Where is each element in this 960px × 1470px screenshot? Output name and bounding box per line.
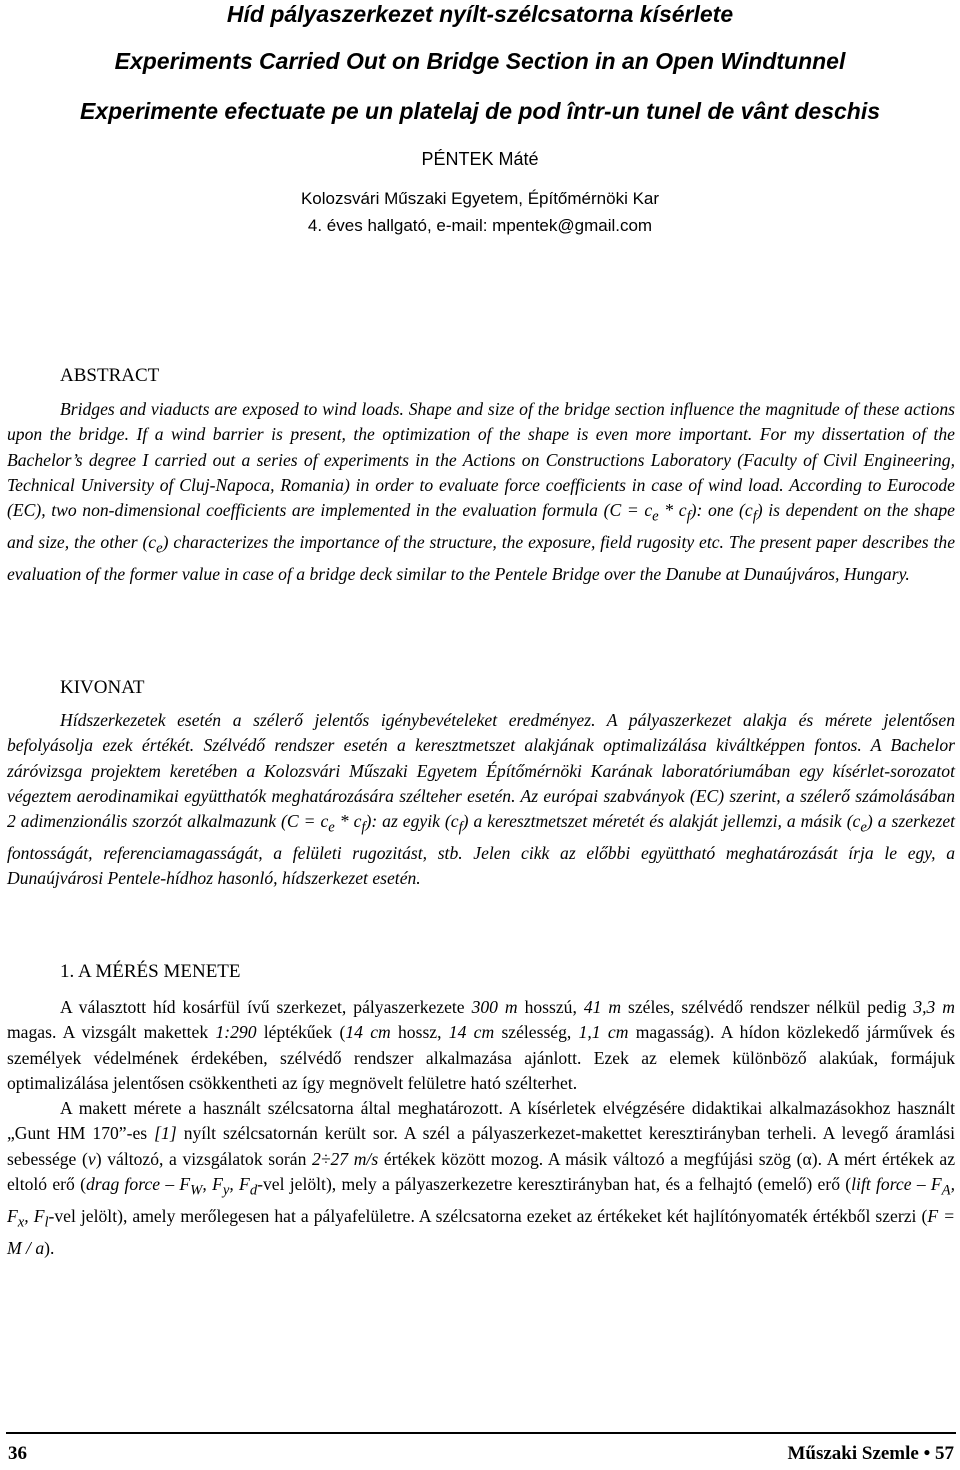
subscript: W [190,1182,203,1199]
author-name: PÉNTEK Máté [421,149,539,169]
text-run: A választott híd kosárfül ívű szerkezet, pályaszerkezete [60,997,472,1017]
text-run: α [802,1148,812,1169]
abstract-text-run: ) is dependent on the shape and size, the other (c [7,500,955,552]
title-romanian: Experimente efectuate pe un platelaj de pod într-un tunel de vânt deschis [79,98,881,124]
text-run-italic: 3,3 m [913,997,955,1017]
subscript: f [361,819,366,836]
author-affiliation: Kolozsvári Műszaki Egyetem, Építőmérnöki Kar [300,189,660,208]
text-run-italic: 2÷27 m/s [312,1148,379,1169]
text-run: értékek között mozog. A másik változó a megfújási szög ( [378,1148,803,1169]
subscript: e [652,508,659,525]
abstract-text-run: * c [658,500,687,521]
kivonat-text-run: ): az egyik (c [365,811,459,832]
subscript: e [328,819,335,836]
section-paragraph-2 [7,1096,955,1261]
text-run: szélesség, [494,1022,579,1043]
kivonat-paragraph [7,708,955,892]
subscript: d [249,1182,258,1199]
text-run-italic: F = M / a [7,1205,955,1258]
title-hungarian: Híd pályaszerkezet nyílt-szélcsatorna kísérlete [226,1,734,27]
text-run: A makett mérete a használt szélcsatorna által meghatározott. A kísérletek elvégzésére didaktikai alkalmazásokhoz használt „Gunt HM 170”-es [7,1098,955,1144]
subscript: x [17,1214,25,1231]
kivonat-text-run: Hídszerkezetek esetén a szélerő jelentős igénybevételeket eredményez. A pályaszerkezet alakja és mérete jelentősen befolyásolja ezek értékét. Szélvédő rendszer esetén a keresztmetszet alakjának optimalizálása kiváltképpen fontos. A Bachelor záróvizsga projektem keretében a Kolozsvári Műszaki Egyetem Építőmérnöki Karának laboratóriumában egy kísérlet-sorozatot végeztem aerodinamikai együtthatók meghatározására szélteher esetén. Az európai szabványok (EC) szerint, a szélerő számolásában 2 adimenzionális szorzót alkalmazunk (C = c [7,710,955,832]
text-run-italic: 1:290 [215,1022,257,1043]
subscript: f [458,819,463,836]
text-run: magas. A vizsgált makettek [7,1022,216,1043]
kivonat-heading: KIVONAT [60,677,145,698]
text-run-italic: lift force – F [851,1174,942,1195]
text-run: ). A mért értékek az eltoló erő ( [7,1148,956,1195]
text-run: magasság). A hídon közlekedő járművek és személyek védelmének érdekében, szélvédő rendszer alkalmazása ajánlott. Ezek az elemek különböző alakúak, formájuk optimalizálása jelentősen csökkentheti az így megnövelt felületre ható szélterhet. [7,1022,955,1093]
text-run-italic: , F [202,1174,223,1195]
section-heading: 1. A MÉRÉS MENETE [60,961,241,982]
text-run: széles, szélvédő rendszer nélkül pedig [621,997,914,1017]
text-run-italic: 14 cm [448,1022,495,1043]
abstract-paragraph [7,397,955,587]
section-body [7,995,955,1261]
kivonat-text-run: ) a keresztmetszet méretét és alakját jellemzi, a másik (c [462,811,861,832]
abstract-heading: ABSTRACT [60,365,160,386]
subscript: y [222,1182,230,1199]
abstract-text-run: ) characterizes the importance of the structure, the exposure, field rugosity etc. The present paper describes the evaluation of the former value in case of a bridge deck similar to the Pentele Bridge over the Danube at Dunaújváros, Hungary. [7,532,956,584]
subscript: f [752,508,757,525]
title-english: Experiments Carried Out on Bridge Section in an Open Windtunnel [114,48,846,74]
text-run: hossz, [390,1022,449,1043]
author-contact: 4. éves hallgató, e-mail: mpentek@gmail.com [307,216,653,235]
subscript: l [44,1214,49,1231]
page-number: 36 [8,1443,27,1464]
abstract-text-run: Bridges and viaducts are exposed to wind loads. Shape and size of the bridge section influence the magnitude of these actions upon the bridge. If a wind barrier is present, the optimization of the shape is even more important. For my dissertation of the Bachelor’s degree I carried out a series of experiments in the Actions on Constructions Laboratory (Faculty of Civil Engineering, Technical University of Cluj-Napoca, Romania) in order to evaluate force coefficients in case of wind load. According to Eurocode (EC), two non-dimensional coefficients are implemented in the evaluation formula (C = c [7,399,955,521]
text-run-italic: 41 m [583,997,622,1017]
text-run-italic: drag force – F [86,1174,191,1195]
text-run-italic: 1,1 cm [578,1022,629,1043]
text-run-italic: , F [229,1174,250,1195]
text-run-italic: 300 m [471,997,518,1017]
text-run: hosszú, [517,997,584,1017]
subscript: A [941,1182,951,1199]
kivonat-text-run: * c [334,811,362,832]
text-run: -vel jelölt), amely merőlegesen hat a pályafelületre. A szélcsatorna ezeket az értékeket két hajlítónyomaték értékből szerzi ( [48,1205,928,1226]
subscript: e [156,540,163,557]
text-run: ) változó, a vizsgálatok során [95,1148,313,1169]
text-run-italic: v [87,1148,96,1169]
abstract-text [7,397,955,587]
text-run: ). [44,1237,55,1258]
citation: [1] [154,1123,177,1144]
text-run-italic: , F [7,1174,956,1226]
section-paragraph-1 [7,995,955,1096]
text-run: léptékűek ( [256,1022,346,1043]
abstract-text-run: ): one (c [690,500,753,521]
subscript: e [860,819,867,836]
text-run: -vel jelölt), mely a pályaszerkezetre keresztirányban hat, és a felhajtó (emelő) erő ( [257,1174,852,1195]
text-run: nyílt szélcsatornán került sor. A szél a pályaszerkezet-makettet keresztirányban terheli. A levegő áramlási sebessége ( [7,1123,955,1169]
journal-name: Műszaki Szemle • 57 [787,1443,954,1464]
subscript: f [686,508,691,525]
text-run-italic: 14 cm [345,1022,391,1043]
text-run-italic: , F [24,1205,45,1226]
kivonat-text-run: ) a szerkezet fontosságát, referenciamagasságát, a felületi rugozitást, stb. Jelen cikk az előbbi együttható meghatározását írja le egy, a Dunaújvárosi Pentele-hídhoz hasonló, hídszerkezet esetén. [7,811,956,889]
kivonat-text [7,708,955,892]
footer-divider [6,1432,956,1434]
